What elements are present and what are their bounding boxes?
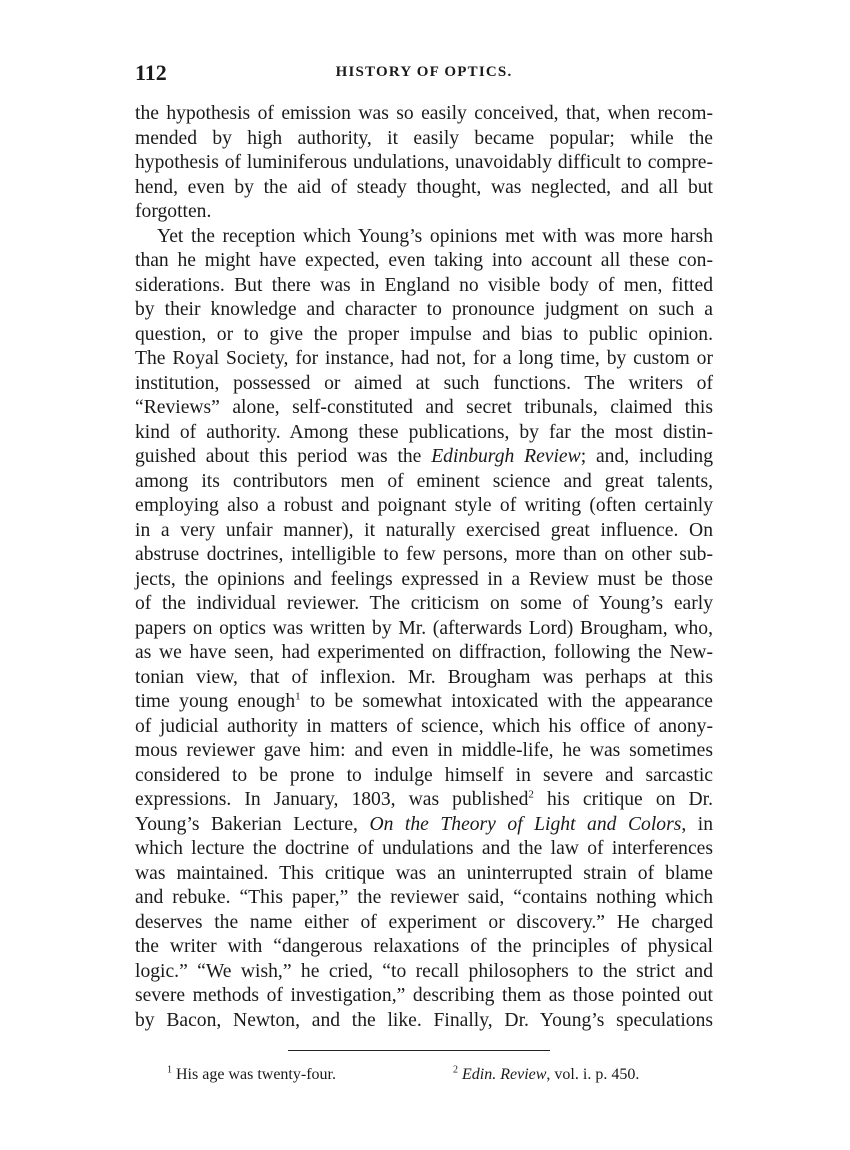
- text-line: of judicial authority in matters of science, which his office of anony-: [135, 715, 713, 737]
- text-line: [135, 813, 713, 838]
- text-line: question, or to give the proper impulse and bias to public opinion.: [135, 323, 713, 345]
- text-line: hypothesis of luminiferous undulations, unavoidably difficult to compre-: [135, 152, 713, 173]
- text-line: [135, 445, 713, 470]
- text-line: as we have seen, had experimented on diffraction, following the New-: [135, 642, 713, 663]
- text-line: the hypothesis of emission was so easily conceived, that, when recom-: [135, 103, 713, 124]
- text-line: mended by high authority, it easily became popular; while the: [135, 127, 713, 149]
- footnote-ref-2: 2: [528, 788, 534, 801]
- text-line: than he might have expected, even taking into account all these con-: [135, 250, 713, 271]
- text-line: among its contributors men of eminent science and great talents,: [135, 470, 713, 492]
- footnote-ref-1: 1: [295, 690, 301, 703]
- text-segment: , in: [681, 813, 713, 835]
- text-line: siderations. But there was in England no visible body of men, fitted: [135, 274, 713, 296]
- text-line: of the individual reviewer. The criticism on some of Young’s early: [135, 593, 713, 614]
- text-segment: ; and, including: [580, 446, 713, 467]
- text-line: jects, the opinions and feelings expressed in a Review must be those: [135, 568, 713, 590]
- footnote-mark: 2: [453, 1064, 458, 1076]
- body-text: [135, 102, 713, 1033]
- text-line: was maintained. This critique was an uninterrupted strain of blame: [135, 862, 713, 884]
- text-line: considered to be prone to indulge himself in severe and sarcastic: [135, 764, 713, 786]
- text-segment: to be somewhat intoxicated with the appearance: [300, 691, 713, 712]
- footnote-text: , vol. i. p. 450.: [546, 1066, 640, 1083]
- text-segment: Young’s Bakerian Lecture,: [135, 813, 370, 835]
- text-line: hend, even by the aid of steady thought, was neglected, and all but: [135, 176, 713, 198]
- text-line: and rebuke. “This paper,” the reviewer said, “contains nothing which: [135, 887, 713, 908]
- footnote-journal-title: Edin. Review: [462, 1066, 547, 1083]
- running-title: HISTORY OF OPTICS.: [335, 64, 513, 80]
- text-segment: his critique on Dr.: [533, 789, 713, 810]
- text-line: the writer with “dangerous relaxations of the principles of physical: [135, 936, 713, 957]
- text-line: employing also a robust and poignant style of writing (often certainly: [135, 495, 713, 516]
- lecture-title: On the Theory of Light and Colors: [369, 813, 682, 835]
- text-line: papers on optics was written by Mr. (afterwards Lord) Brougham, who,: [135, 617, 713, 639]
- text-line: “Reviews” alone, self-constituted and secret tribunals, claimed this: [135, 397, 713, 418]
- text-line: severe methods of investigation,” describing them as those pointed out: [135, 985, 713, 1006]
- footnote-divider: [288, 1050, 550, 1051]
- footnote-mark: 1: [167, 1064, 172, 1076]
- footnote-1: [167, 1066, 336, 1084]
- text-line: by Bacon, Newton, and the like. Finally, Dr. Young’s speculations: [135, 1009, 713, 1031]
- footnote-2: [453, 1066, 639, 1084]
- text-line: [135, 690, 713, 715]
- text-line: abstruse doctrines, intelligible to few persons, more than on other sub-: [135, 544, 713, 565]
- text-line: by their knowledge and character to pronounce judgment on such a: [135, 299, 713, 320]
- text-line: logic.” “We wish,” he cried, “to recall philosophers to the strict and: [135, 960, 713, 982]
- text-line: in a very unfair manner), it naturally exercised great influence. On: [135, 519, 713, 541]
- text-segment: guished about this period was the: [135, 446, 432, 467]
- text-line: Yet the reception which Young’s opinions met with was more harsh: [157, 225, 713, 247]
- text-line: tonian view, that of inflexion. Mr. Brougham was perhaps at this: [135, 666, 713, 688]
- text-segment: time young enough: [135, 691, 296, 712]
- text-line: which lecture the doctrine of undulations and the law of interferences: [135, 838, 713, 859]
- journal-title: Edinburgh Review: [431, 446, 581, 467]
- page-number: 112: [135, 60, 167, 85]
- page-header: [135, 60, 713, 90]
- text-line: The Royal Society, for instance, had not, for a long time, by custom or: [135, 348, 713, 369]
- text-line: forgotten.: [135, 201, 212, 222]
- text-line: institution, possessed or aimed at such functions. The writers of: [135, 372, 713, 394]
- text-segment: expressions. In January, 1803, was published: [135, 789, 529, 810]
- footnote-text: His age was twenty-four.: [176, 1066, 336, 1083]
- text-line: kind of authority. Among these publications, by far the most distin-: [135, 421, 713, 443]
- text-line: [135, 788, 713, 813]
- text-line: mous reviewer gave him: and even in middle-life, he was sometimes: [135, 740, 713, 761]
- footnotes: [135, 1066, 713, 1090]
- text-line: deserves the name either of experiment or discovery.” He charged: [135, 911, 713, 933]
